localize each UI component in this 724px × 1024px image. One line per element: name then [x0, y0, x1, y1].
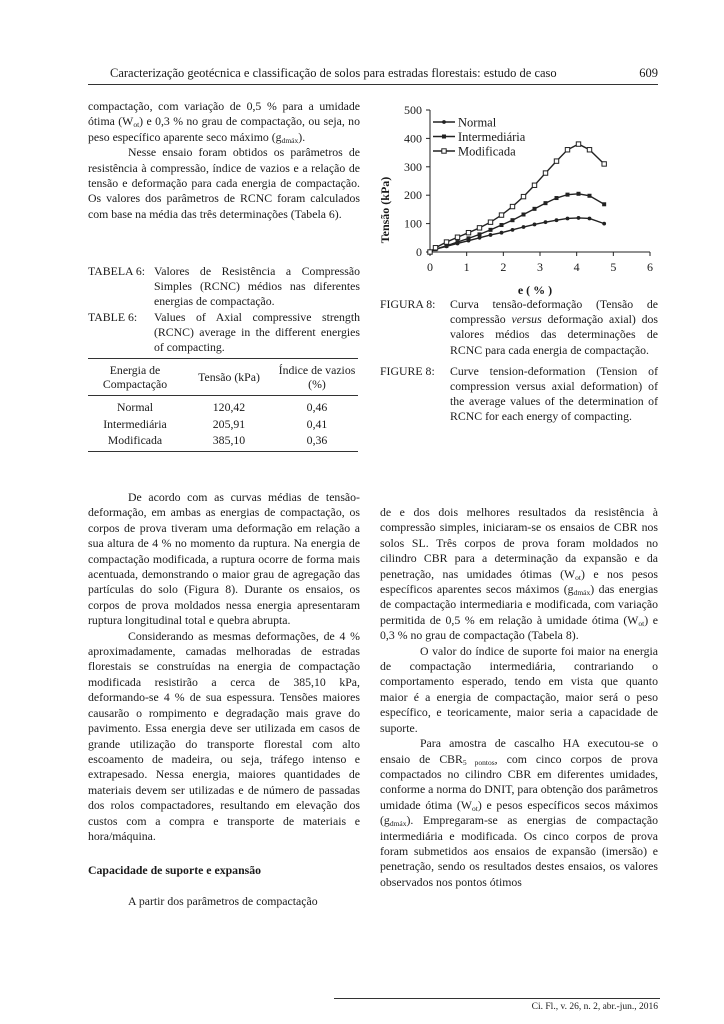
data-point: [588, 217, 592, 221]
data-point: [532, 183, 536, 187]
col-header-indice: Índice de vazios (%): [276, 359, 358, 396]
col-header-energia: Energia de Compactação: [88, 359, 182, 396]
paragraph-ensaio: Nesse ensaio foram obtidos os parâmetros de resistência à compressão, índice de vazios e a relação de tensão e deformação para cada energia de compactação. Os valores dos parâmetros de RCNC foram calculados com base na média das três determinações (Tabela 6).: [88, 145, 360, 221]
figure-8-caption-en: FIGURE 8: Curve tension-deformation (Tension of compression versus axial deformation) of the average values of the determination of RCNC for each energy of compacting.: [380, 363, 658, 424]
x-tick-label: 3: [537, 260, 543, 274]
data-point: [488, 220, 492, 224]
header-rule: [88, 84, 658, 85]
data-point: [577, 216, 581, 220]
page-number: 609: [639, 66, 658, 80]
data-point: [543, 171, 547, 175]
y-axis-label: Tensão (kPa): [378, 176, 392, 244]
right-column-lower: [380, 505, 658, 890]
paragraph-compactacao: compactação, com variação de 0,5 % para a umidade ótima $(W_{ot})$ e 0,3 % no grau de compactação, ou seja, no peso específico aparente seco máximo $(g_{dmáx})$.: [88, 99, 360, 145]
paragraph-cascalho: Para amostra de cascalho HA executou-se o ensaio de $CBR_{5 pontos}$, com cinco corpos de prova compactados no cilindro CBR em diferentes umidades, conforme a norma do DNIT, para obtenção dos parâmetros umidade ótima $(W_{ot})$ e pesos específicos secos máximos $(g_{dmáx})$. Empregaram-se as energias de compactação intermediária e modificada. Os cinco corpos de prova foram submetidos aos ensaios de expansão (imersão) e penetração, sendo os resultados destes ensaios, os valores observados nos pontos ótimos: [380, 736, 658, 889]
data-point: [533, 223, 537, 227]
paragraph-indice-suporte: O valor do índice de suporte foi maior na energia de compactação intermediária, contrariando o comportamento esperado, tendo em vista que quanto maior é a energia de compactação, maior será o peso específico, e teoricamente, maior seria a capacidade de suporte.: [380, 643, 658, 735]
paragraph-deformacoes: Considerando as mesmas deformações, de 4 % aproximadamente, camadas melhoradas de estradas florestais se construídas na energia de compactação modificada resistirão a cerca de 385,10 kPa, deformando-se 4 % de sua espessura. Tensões maiores causarão o rompimento e degradação mais grave do pavimento. Essa energia deve ser utilizada em casos de grande utilização do transporte florestal com alto escoamento de madeira, ou seja, tráfego intenso e extrapesado. Nessa energia, maiores quantidades de materiais devem ser utilizadas e de número de passadas dos rolos compactadores, resultando em elevação dos custos com a compra e transporte de materiais e hora/máquina.: [88, 628, 360, 843]
x-axis-label: e ( % ): [517, 283, 553, 297]
data-point: [500, 231, 504, 235]
figure-8-caption: [380, 297, 658, 425]
running-title: Caracterização geotécnica e classificação de solos para estradas florestais: estudo de caso: [110, 66, 557, 80]
paragraph-curvas: De acordo com as curvas médias de tensão-deformação, em ambas as energias de compactação, os corpos de prova tiveram uma deformação em relação a sua altura de 4 % no momento da ruptura. Na energia de compactação modificada, a ruptura ocorre de forma mais acentuada, demonstrando o maior grau de agregação das partículas do solo (Figura 8). Durante os ensaios, os corpos de prova moldados nessa energia apresentaram ruptura longitudinal total e quebra abrupta.: [88, 490, 360, 628]
data-point: [499, 213, 503, 217]
paragraph-cbr: de e dos dois melhores resultados da resistência à compressão simples, iniciaram-se os ensaios de CBR nos solos SL. Três corpos de prova foram moldados no cilindro CBR para a determinação da expansão e da penetração, nas umidades ótimas $(W_{ot})$ e nos pesos específicos aparentes secos máximos $(g_{dmáx})$ das energias de compactação intermediaria e modificada, com variação permitida de 0,5 % em relação à umidade ótima $(W_{ot})$ e 0,3 % no grau de compactação (Tabela 8).: [380, 505, 658, 643]
data-point: [444, 240, 448, 244]
y-tick-label: 500: [404, 103, 422, 117]
data-point: [433, 246, 437, 250]
data-point: [489, 228, 493, 232]
series-normal: [428, 216, 606, 254]
data-point: [566, 217, 570, 221]
data-point: [587, 148, 591, 152]
data-point: [521, 194, 525, 198]
y-tick-label: 0: [416, 245, 422, 259]
section-heading: Capacidade de suporte e expansão: [88, 863, 262, 878]
footer-citation: Ci. Fl., v. 26, n. 2, abr.-jun., 2016: [531, 1002, 658, 1012]
legend-marker: [442, 120, 446, 124]
legend-label: Intermediária: [458, 130, 526, 144]
running-header: [88, 64, 658, 84]
x-tick-label: 4: [573, 260, 580, 274]
data-point: [510, 204, 514, 208]
x-tick-label: 6: [647, 260, 653, 274]
x-tick-label: 5: [610, 260, 617, 274]
table-row: Normal 120,42 0,46: [116, 400, 328, 415]
data-point: [577, 192, 581, 196]
data-point: [511, 228, 515, 232]
data-point: [477, 226, 481, 230]
data-point: [544, 220, 548, 224]
y-tick-label: 100: [404, 216, 422, 231]
legend-marker: [442, 135, 446, 139]
y-tick-label: 400: [404, 131, 422, 146]
legend-label: Modificada: [458, 144, 516, 159]
data-point: [522, 213, 526, 217]
data-point: [428, 250, 432, 254]
data-point: [467, 236, 471, 240]
x-tick-label: 0: [427, 260, 433, 274]
footer-rule: [334, 998, 660, 999]
data-point: [554, 159, 558, 163]
data-point: [466, 230, 470, 234]
legend-entry: [433, 116, 497, 130]
data-point: [478, 236, 482, 240]
data-point: [588, 194, 592, 198]
legend-entry: [433, 130, 526, 144]
data-point: [456, 240, 460, 244]
left-column-top: [88, 99, 360, 222]
paragraph-parametros: A partir dos parâmetros de compactação: [128, 894, 318, 909]
table-6-block: [88, 264, 360, 452]
data-point: [522, 225, 526, 229]
data-point: [544, 201, 548, 205]
table-6: [88, 358, 358, 452]
data-point: [602, 162, 606, 166]
left-column-lower: [88, 490, 360, 910]
series-modificada: [428, 142, 607, 254]
data-point: [566, 193, 570, 197]
data-point: [533, 207, 537, 211]
table-row: Intermediária 205,91 0,41: [103, 416, 328, 431]
table-6-caption-en: TABLE 6: Values of Axial compressive strength (RCNC) average in the different energies of compacting.: [88, 309, 360, 355]
data-point: [555, 218, 559, 222]
data-point: [489, 233, 493, 237]
y-tick-label: 300: [404, 159, 422, 174]
legend-entry: [433, 145, 516, 159]
data-point: [576, 142, 580, 146]
data-point: [602, 202, 606, 206]
data-point: [455, 235, 459, 239]
data-point: [500, 223, 504, 227]
data-point: [478, 232, 482, 236]
table-6-caption-pt: TABELA 6: Valores de Resistência a Compressão Simples (RCNC) médios nas diferentes energias de compactação.: [88, 264, 360, 309]
y-tick-label: 200: [404, 188, 422, 203]
x-tick-label: 2: [500, 260, 507, 274]
figure-8-chart: [375, 100, 665, 298]
data-point: [602, 222, 606, 226]
x-tick-label: 1: [463, 260, 470, 274]
data-point: [565, 148, 569, 152]
legend-marker: [442, 149, 446, 153]
figure-8-caption-pt: FIGURA 8: Curva tensão-deformação (Tensão de compressão versus deformação axial) dos valores médios das determinações de RCNC para cada energia de compactação.: [380, 297, 659, 357]
data-point: [511, 218, 515, 222]
table-row: Modificada 385,10 0,36: [88, 432, 358, 451]
legend-label: Normal: [458, 115, 497, 130]
col-header-tensao: Tensão (kPa): [182, 359, 276, 396]
data-point: [555, 196, 559, 200]
